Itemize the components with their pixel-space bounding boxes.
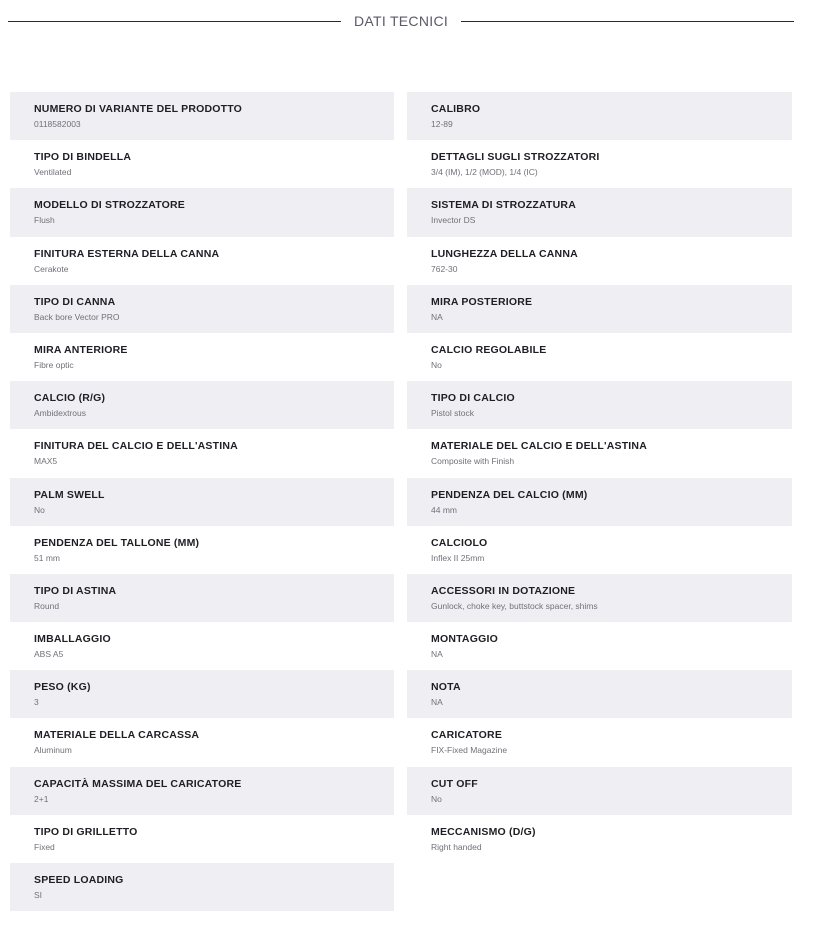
spec-label: MIRA POSTERIORE [431,295,533,308]
spec-item [10,863,394,911]
spec-value: Fibre optic [34,359,74,370]
spec-label: MATERIALE DELLA CARCASSA [34,729,200,742]
header-divider-left [8,21,341,22]
spec-row [10,429,792,477]
spec-item [10,188,394,236]
spec-value: 12-89 [431,119,453,129]
spec-item [10,767,394,815]
spec-item [10,478,394,526]
spec-value: NA [431,311,443,322]
spec-label: NOTA [431,681,461,694]
spec-item [407,478,792,526]
spec-value: MAX5 [34,456,58,467]
spec-row [10,670,792,718]
spec-label: CARICATORE [431,729,503,742]
spec-row [10,574,792,622]
spec-label: MATERIALE DEL CALCIO E DELL'ASTINA [431,440,647,453]
spec-value: Right handed [431,841,482,852]
spec-value: No [431,793,442,804]
spec-value: Cerakote [34,263,69,274]
spec-value: Flush [34,215,55,226]
spec-item [10,285,394,333]
spec-item [407,285,792,333]
spec-item [10,92,394,140]
spec-label: MONTAGGIO [431,633,498,646]
spec-value: Round [34,600,60,611]
spec-row [10,815,792,863]
spec-value: FIX-Fixed Magazine [431,745,508,756]
spec-row [10,767,792,815]
spec-label: IMBALLAGGIO [34,633,111,646]
spec-value: NA [431,697,443,708]
spec-value: NA [431,649,443,660]
spec-item [407,767,792,815]
spec-row [10,381,792,429]
spec-value: Pistol stock [431,408,474,419]
spec-label: PENDENZA DEL CALCIO (MM) [431,488,588,501]
spec-label: FINITURA DEL CALCIO E DELL'ASTINA [34,440,238,453]
spec-label: LUNGHEZZA DELLA CANNA [431,247,578,260]
spec-value: 3 [34,697,39,708]
spec-item [10,140,394,188]
spec-row [10,188,792,236]
spec-item [407,574,792,622]
spec-label: FINITURA ESTERNA DELLA CANNA [34,247,220,260]
spec-row [10,718,792,766]
spec-row [10,863,792,911]
spec-item [407,670,792,718]
spec-value: 2+1 [34,793,49,804]
spec-value: 3/4 (IM), 1/2 (MOD), 1/4 (IC) [431,167,538,178]
spec-value: Inflex II 25mm [431,552,485,563]
spec-label: ACCESSORI IN DOTAZIONE [431,584,576,597]
spec-label: TIPO DI GRILLETTO [34,825,138,838]
spec-item [10,333,394,381]
spec-value: No [34,504,45,515]
spec-value: Back bore Vector PRO [34,311,120,322]
spec-item [407,429,792,477]
spec-table [10,92,792,911]
spec-label: CALIBRO [431,103,481,115]
spec-row [10,622,792,670]
spec-label: NUMERO DI VARIANTE DEL PRODOTTO [34,103,243,115]
spec-item [407,815,792,863]
spec-row [10,92,792,140]
spec-empty-cell [407,863,792,911]
spec-row [10,333,792,381]
spec-label: PALM SWELL [34,488,105,501]
spec-label: CALCIO REGOLABILE [431,343,547,356]
section-title: DATI TECNICI [353,13,449,29]
spec-value: Invector DS [431,215,476,226]
spec-item [10,622,394,670]
spec-label: MIRA ANTERIORE [34,343,128,356]
spec-label: CUT OFF [431,777,478,790]
section-header [0,0,820,44]
spec-label: PESO (KG) [34,681,91,694]
spec-value: 762-30 [431,263,458,274]
spec-item [407,92,792,140]
spec-label: CALCIO (R/G) [34,392,106,405]
spec-label: TIPO DI BINDELLA [34,151,132,164]
spec-row [10,526,792,574]
spec-value: SI [34,890,43,900]
spec-value: 51 mm [34,552,60,563]
spec-item [407,718,792,766]
spec-item [407,237,792,285]
spec-label: DETTAGLI SUGLI STROZZATORI [431,151,600,164]
spec-item [10,815,394,863]
spec-row [10,140,792,188]
spec-value: Ventilated [34,167,72,178]
spec-value: No [431,359,442,370]
spec-label: MECCANISMO (D/G) [431,825,536,838]
spec-item [10,574,394,622]
spec-item [407,188,792,236]
spec-label: TIPO DI CALCIO [431,392,515,405]
header-divider-right [461,21,794,22]
spec-item [407,381,792,429]
spec-label: PENDENZA DEL TALLONE (MM) [34,536,200,549]
spec-label: TIPO DI ASTINA [34,584,117,597]
spec-value: 0118582003 [34,119,81,129]
spec-item [10,670,394,718]
spec-label: CALCIOLO [431,536,488,549]
spec-value: Aluminum [34,745,72,756]
spec-item [407,526,792,574]
spec-item [407,140,792,188]
spec-value: Composite with Finish [431,456,515,467]
spec-label: SISTEMA DI STROZZATURA [431,199,576,212]
spec-value: ABS A5 [34,649,64,660]
spec-item [10,381,394,429]
spec-value: Fixed [34,841,55,852]
spec-item [10,237,394,285]
spec-item [10,526,394,574]
spec-label: TIPO DI CANNA [34,295,116,308]
spec-label: MODELLO DI STROZZATORE [34,199,186,212]
spec-row [10,478,792,526]
spec-row [10,237,792,285]
spec-value: 44 mm [431,504,457,515]
spec-item [10,718,394,766]
spec-row [10,285,792,333]
spec-label: CAPACITÀ MASSIMA DEL CARICATORE [34,777,242,790]
spec-value: Gunlock, choke key, buttstock spacer, shims [431,600,598,611]
spec-item [407,622,792,670]
spec-value: Ambidextrous [34,408,86,419]
spec-item [407,333,792,381]
spec-item [10,429,394,477]
spec-label: SPEED LOADING [34,874,124,886]
